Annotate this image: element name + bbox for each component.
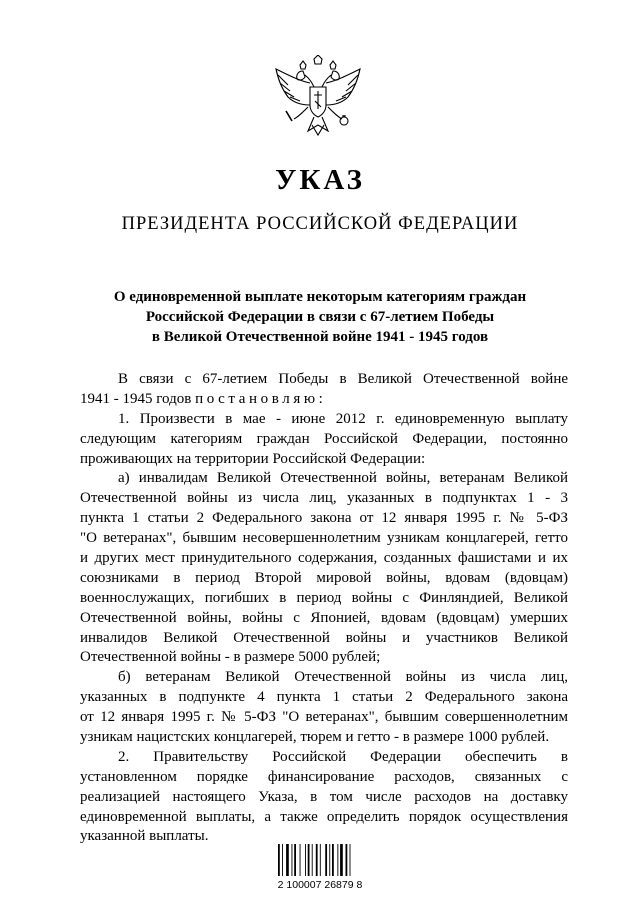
barcode-bar xyxy=(329,844,330,876)
body-line: следующим категориям граждан Российской Федерации, постоянно xyxy=(80,430,568,447)
document-subtitle: ПРЕЗИДЕНТА РОССИЙСКОЙ ФЕДЕРАЦИИ xyxy=(121,214,519,234)
intro-text: 1941 - 1945 годов xyxy=(80,390,196,407)
barcode-bar xyxy=(308,844,310,876)
barcode-icon xyxy=(270,838,370,878)
body-line: единовременной выплаты, а также определить порядок осуществления xyxy=(80,808,568,825)
barcode-bar xyxy=(286,844,289,876)
barcode-bar xyxy=(332,844,334,876)
barcode-bar xyxy=(320,844,321,876)
body-line: союзниками в период Второй мировой войны, вдовам (вдовцам) xyxy=(80,569,568,586)
body-line: "О ветеранах", бывшим несовершеннолетним узникам концлагерей, гетто xyxy=(80,530,568,547)
barcode-bar xyxy=(316,844,318,876)
barcode-bar xyxy=(340,844,343,876)
heading-line: О единовременной выплате некоторым категориям граждан xyxy=(113,289,527,305)
body-line: и других мест принудительного содержания, созданных фашистами и их xyxy=(80,550,568,567)
barcode-bar xyxy=(350,844,351,876)
body-line: инвалидов Великой Отечественной войны и участников Великой xyxy=(80,629,568,646)
body-line: военнослужащих, погибших в период войны с Финляндией, Великой xyxy=(80,589,568,606)
document-title: УКАЗ xyxy=(275,164,365,196)
barcode-bar xyxy=(337,844,338,876)
decree-word: постановляю: xyxy=(195,390,327,407)
barcode-bar xyxy=(346,844,348,876)
barcode-bar xyxy=(300,844,301,876)
body-line: б) ветеранам Великой Отечественной войны из числа лиц, xyxy=(118,669,568,686)
barcode-bar xyxy=(305,844,306,876)
coat-of-arms-icon xyxy=(270,55,366,143)
body-line: 2. Правительству Российской Федерации обеспечить в xyxy=(118,748,568,765)
heading-line: в Великой Отечественной войне 1941 - 1945 годов xyxy=(151,329,489,345)
decree-heading xyxy=(80,287,560,347)
body-line: узникам нацистских концлагерей, тюрем и гетто - в размере 1000 рублей. xyxy=(80,729,550,746)
barcode xyxy=(270,838,370,891)
body-line: указанной выплаты. xyxy=(80,828,209,845)
body-line: Отечественной войны из числа лиц, указанных в подпунктах 1 - 3 xyxy=(80,490,568,507)
body-line: пункта 1 статьи 2 Федерального закона от 12 января 1995 г. № 5-ФЗ xyxy=(80,510,568,527)
body-line xyxy=(80,390,568,410)
barcode-bar xyxy=(312,844,313,876)
body-line: Отечественной войны, войны с Японией, вдовам (вдовцам) умерших xyxy=(80,609,568,626)
decree-body xyxy=(80,370,568,847)
heading-line: Российской Федерации в связи с 67-летием Победы xyxy=(145,309,495,325)
barcode-number: 2 100007 26879 8 xyxy=(277,879,363,891)
body-line: реализацией настоящего Указа, в том числе расходов на доставку xyxy=(80,788,568,805)
body-line: проживающих на территории Российской Федерации: xyxy=(80,450,426,467)
body-line: 1. Произвести в мае - июне 2012 г. единовременную выплату xyxy=(118,410,568,427)
barcode-bar xyxy=(325,844,327,876)
body-line: от 12 января 1995 г. № 5-ФЗ "О ветеранах", бывшим совершеннолетним xyxy=(80,709,568,726)
barcode-bar xyxy=(278,844,280,876)
body-line: Отечественной войны - в размере 5000 рублей; xyxy=(80,649,381,666)
body-line: В связи с 67-летием Победы в Великой Отечественной войне xyxy=(118,371,568,387)
body-line: указанных в подпункте 4 пункта 1 статьи 2 Федерального закона xyxy=(80,689,568,706)
body-line: установленном порядке финансирование расходов, связанных с xyxy=(80,768,568,785)
barcode-bar xyxy=(282,844,283,876)
barcode-bar xyxy=(294,844,296,876)
barcode-bar xyxy=(292,844,293,876)
body-line: а) инвалидам Великой Отечественной войны, ветеранам Великой xyxy=(118,470,568,487)
